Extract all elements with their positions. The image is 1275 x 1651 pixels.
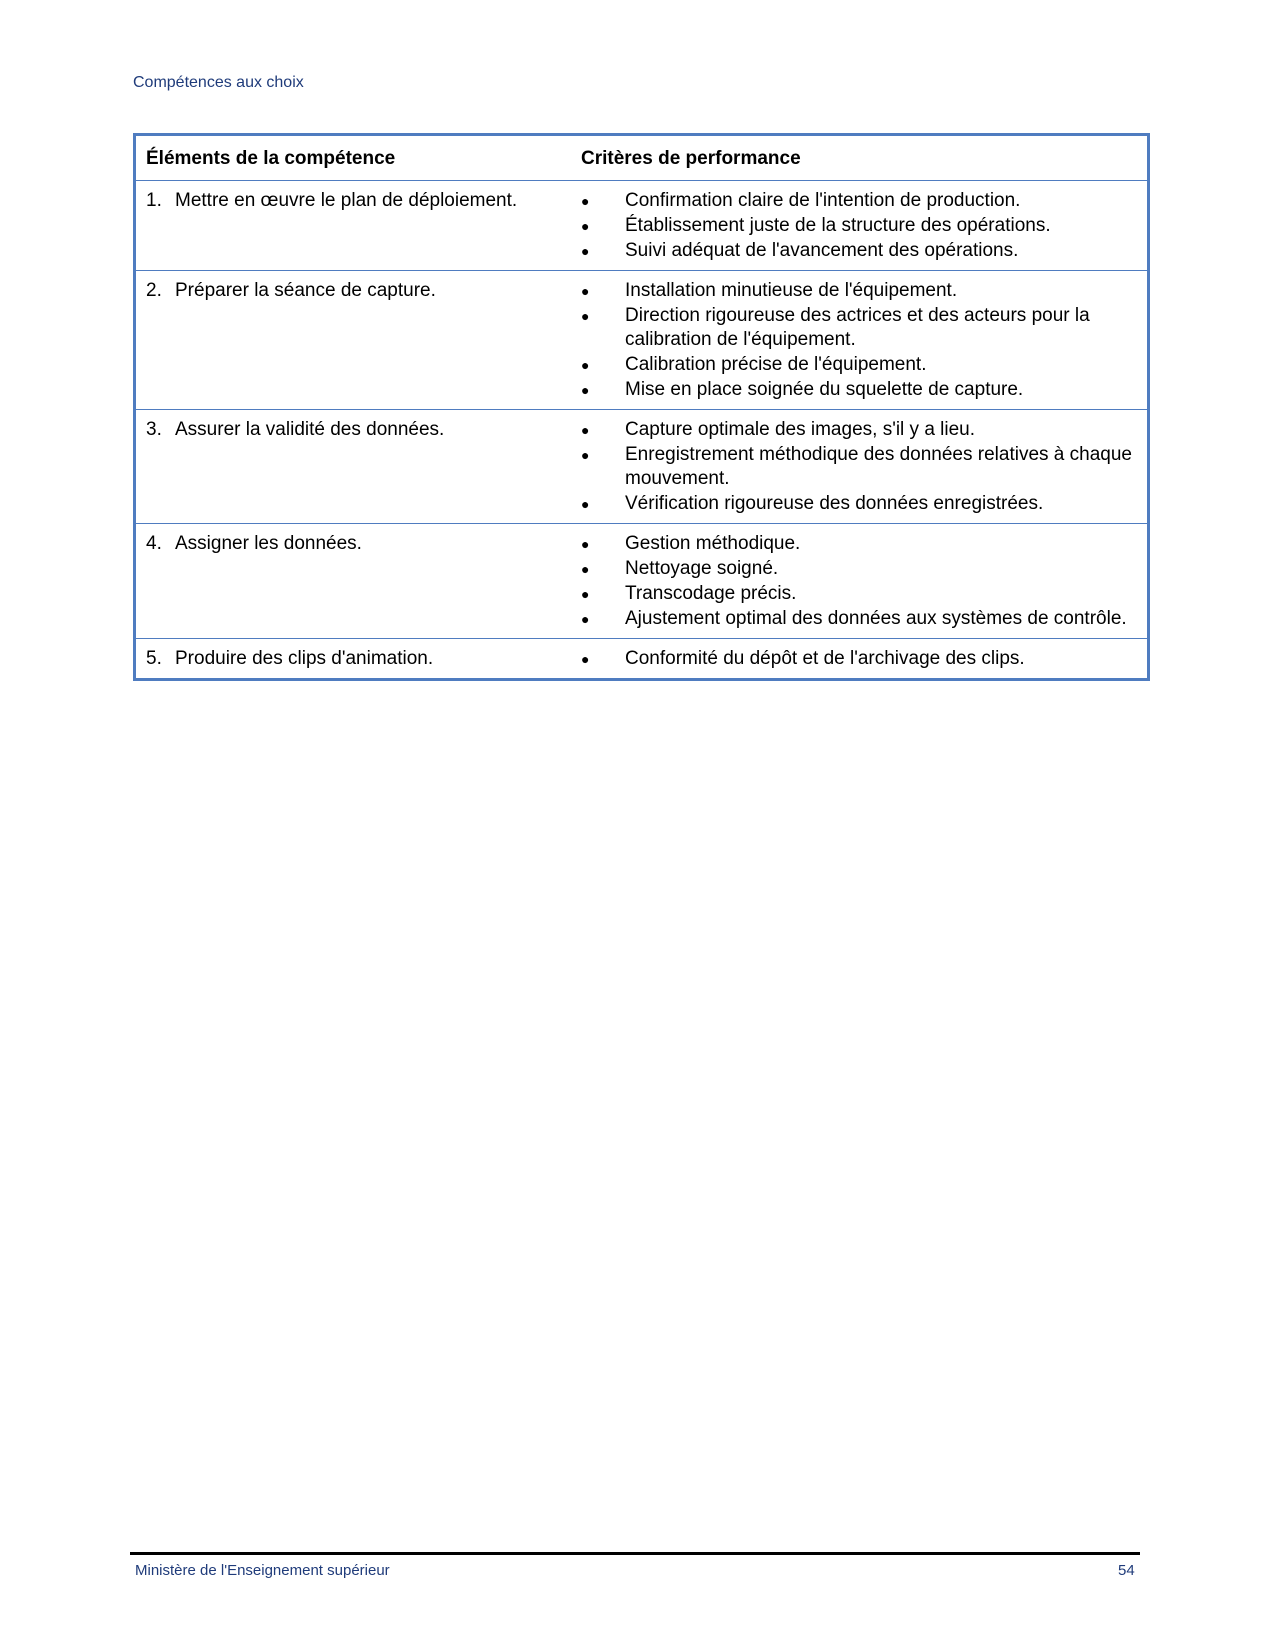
element-cell	[135, 410, 572, 524]
bullet-icon: ●	[581, 382, 590, 398]
table-header-row	[135, 135, 1149, 181]
bullet-icon: ●	[581, 308, 590, 324]
criteria-item	[581, 279, 1137, 303]
element-item	[146, 279, 561, 303]
footer-divider	[130, 1552, 1140, 1555]
bullet-icon: ●	[581, 193, 590, 209]
element-text: Assurer la validité des données.	[175, 419, 445, 440]
criteria-item	[581, 378, 1137, 402]
criteria-cell	[571, 181, 1149, 271]
bullet-icon: ●	[581, 536, 590, 552]
criteria-item	[581, 557, 1137, 581]
criteria-text: Direction rigoureuse des actrices et des acteurs pour la calibration de l'équipement.	[625, 305, 1090, 350]
criteria-text: Enregistrement méthodique des données relatives à chaque mouvement.	[625, 444, 1132, 489]
element-number: 3.	[146, 419, 162, 440]
criteria-text: Installation minutieuse de l'équipement.	[625, 280, 958, 301]
criteria-text: Conformité du dépôt et de l'archivage des clips.	[625, 648, 1025, 669]
criteria-text: Transcodage précis.	[625, 583, 797, 604]
criteria-list	[581, 418, 1137, 516]
criteria-text: Vérification rigoureuse des données enregistrées.	[625, 493, 1044, 514]
criteria-item	[581, 239, 1137, 263]
element-item	[146, 647, 561, 671]
competence-table	[133, 133, 1150, 681]
criteria-item	[581, 443, 1137, 491]
bullet-icon: ●	[581, 586, 590, 602]
page-number: 54	[1118, 1562, 1135, 1579]
criteria-item	[581, 304, 1137, 352]
criteria-cell	[571, 639, 1149, 680]
page-header: Compétences aux choix	[133, 74, 304, 91]
criteria-item	[581, 353, 1137, 377]
bullet-icon: ●	[581, 611, 590, 627]
criteria-list	[581, 532, 1137, 631]
element-item	[146, 418, 561, 442]
criteria-list	[581, 279, 1137, 402]
criteria-item	[581, 418, 1137, 442]
bullet-icon: ●	[581, 218, 590, 234]
bullet-icon: ●	[581, 651, 590, 667]
table-row	[135, 410, 1149, 524]
criteria-item	[581, 214, 1137, 238]
criteria-cell	[571, 410, 1149, 524]
criteria-item	[581, 647, 1137, 671]
criteria-cell	[571, 271, 1149, 410]
element-number: 1.	[146, 190, 162, 211]
criteria-text: Établissement juste de la structure des opérations.	[625, 215, 1051, 236]
element-text: Produire des clips d'animation.	[175, 648, 434, 669]
criteria-text: Ajustement optimal des données aux systèmes de contrôle.	[625, 608, 1127, 629]
criteria-text: Gestion méthodique.	[625, 533, 801, 554]
bullet-icon: ●	[581, 422, 590, 438]
criteria-text: Calibration précise de l'équipement.	[625, 354, 927, 375]
element-cell	[135, 271, 572, 410]
element-item	[146, 189, 561, 213]
table-row	[135, 639, 1149, 680]
element-cell	[135, 181, 572, 271]
table-row	[135, 271, 1149, 410]
criteria-text: Mise en place soignée du squelette de capture.	[625, 379, 1024, 400]
criteria-item	[581, 532, 1137, 556]
criteria-item	[581, 607, 1137, 631]
criteria-item	[581, 492, 1137, 516]
element-number: 4.	[146, 533, 162, 554]
table-row	[135, 524, 1149, 639]
criteria-list	[581, 647, 1137, 671]
criteria-text: Confirmation claire de l'intention de production.	[625, 190, 1021, 211]
column-header-criteria: Critères de performance	[571, 135, 1149, 181]
bullet-icon: ●	[581, 357, 590, 373]
bullet-icon: ●	[581, 283, 590, 299]
element-text: Préparer la séance de capture.	[175, 280, 436, 301]
column-header-elements: Éléments de la compétence	[135, 135, 572, 181]
criteria-item	[581, 189, 1137, 213]
table-body	[135, 181, 1149, 680]
element-item	[146, 532, 561, 556]
bullet-icon: ●	[581, 243, 590, 259]
criteria-item	[581, 582, 1137, 606]
bullet-icon: ●	[581, 447, 590, 463]
element-cell	[135, 639, 572, 680]
element-number: 2.	[146, 280, 162, 301]
bullet-icon: ●	[581, 561, 590, 577]
criteria-text: Capture optimale des images, s'il y a lieu.	[625, 419, 976, 440]
bullet-icon: ●	[581, 496, 590, 512]
criteria-list	[581, 189, 1137, 263]
table-row	[135, 181, 1149, 271]
criteria-text: Nettoyage soigné.	[625, 558, 779, 579]
footer-ministry: Ministère de l'Enseignement supérieur	[135, 1562, 390, 1579]
criteria-cell	[571, 524, 1149, 639]
element-number: 5.	[146, 648, 162, 669]
criteria-text: Suivi adéquat de l'avancement des opérations.	[625, 240, 1019, 261]
element-cell	[135, 524, 572, 639]
element-text: Mettre en œuvre le plan de déploiement.	[175, 190, 518, 211]
element-text: Assigner les données.	[175, 533, 362, 554]
